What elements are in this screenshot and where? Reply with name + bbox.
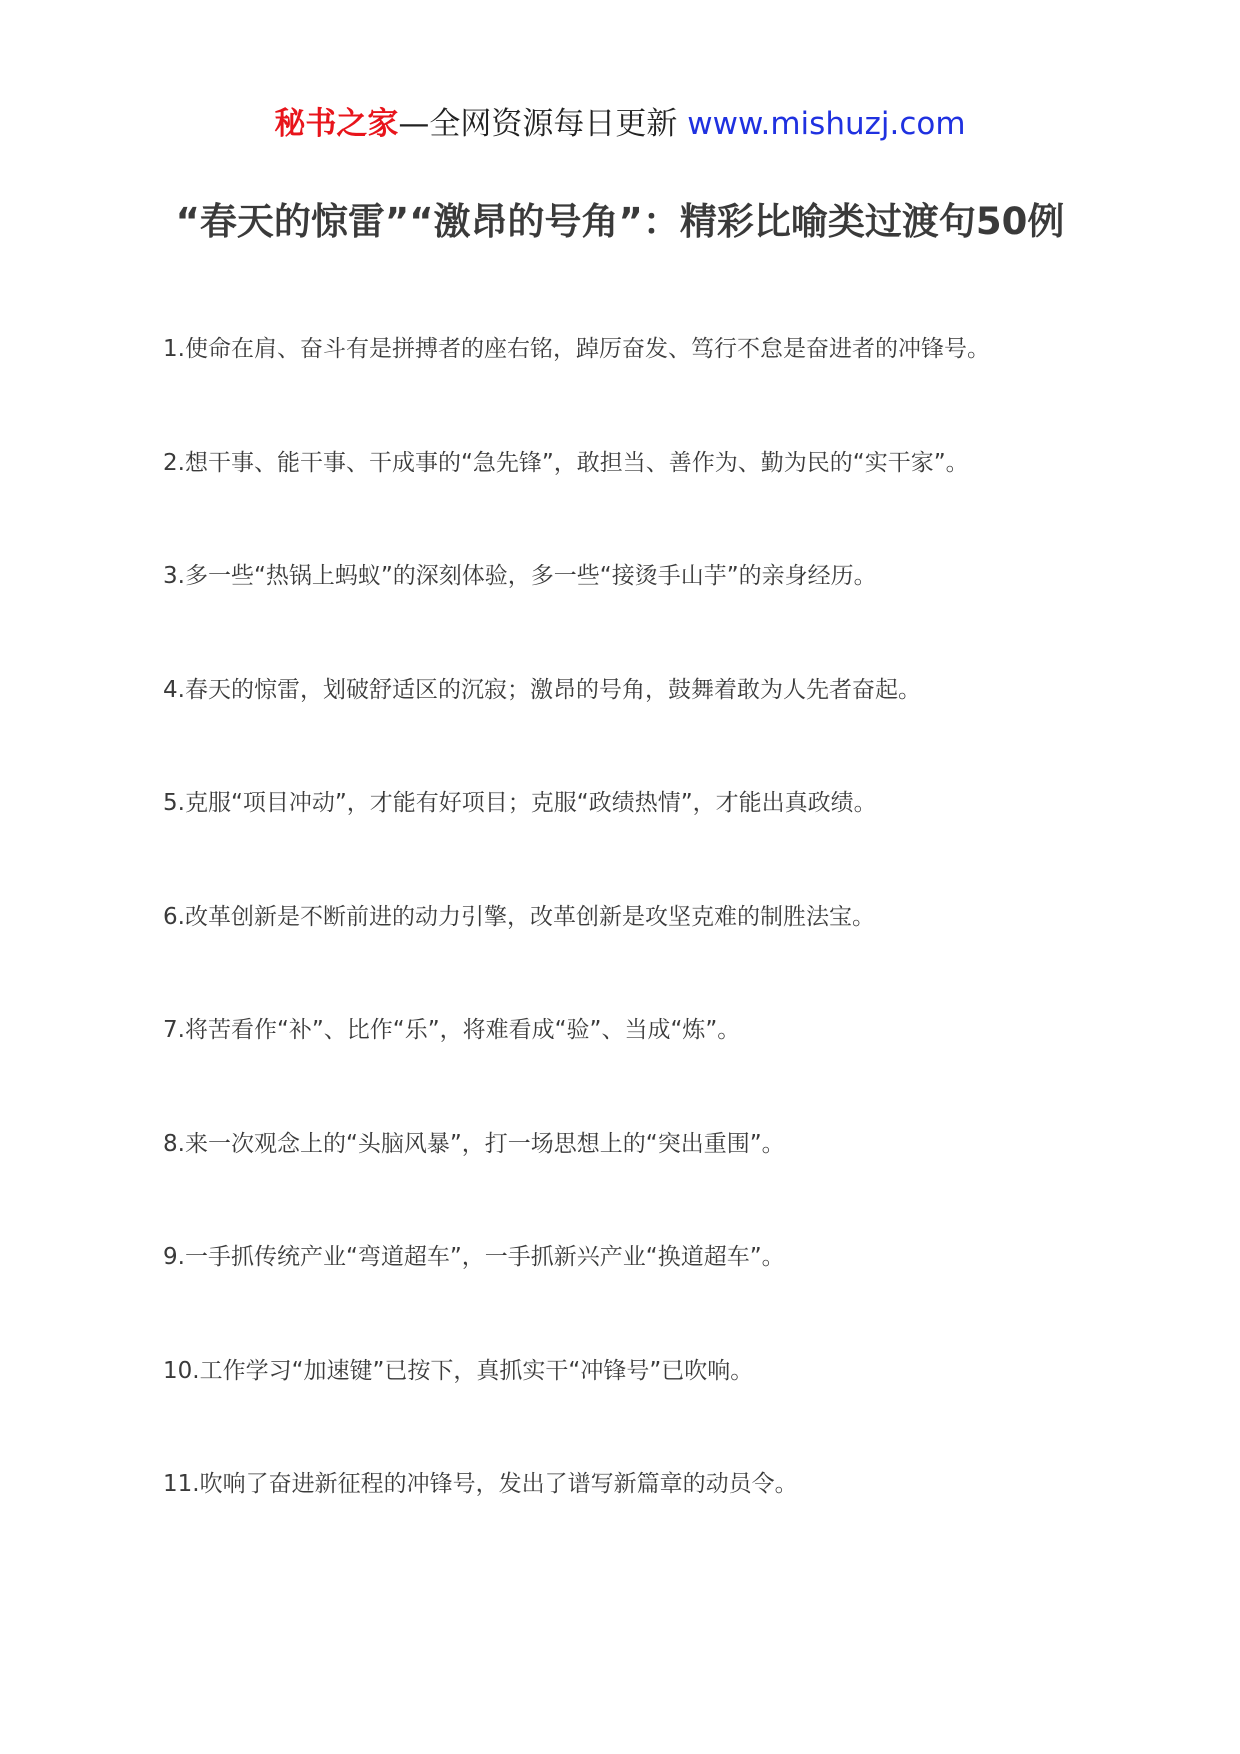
list-item: 9.一手抓传统产业“弯道超车”，一手抓新兴产业“换道超车”。	[163, 1244, 785, 1270]
list-item: 6.改革创新是不断前进的动力引擎，改革创新是攻坚克难的制胜法宝。	[163, 903, 875, 930]
site-header	[0, 104, 1240, 144]
list-item: 3.多一些“热锅上蚂蚁”的深刻体验，多一些“接烫手山芋”的亲身经历。	[163, 563, 877, 589]
site-brand: 秘书之家	[274, 106, 399, 142]
list-item: 5.克服“项目冲动”，才能有好项目；克服“政绩热情”，才能出真政绩。	[163, 790, 877, 816]
list-item: 10.工作学习“加速键”已按下，真抓实干“冲锋号”已吹响。	[163, 1357, 754, 1384]
document-title: “春天的惊雷”“激昂的号角”：精彩比喻类过渡句50例	[175, 200, 1065, 243]
list-item: 7.将苦看作“补”、比作“乐”，将难看成“验”、当成“炼”。	[163, 1017, 741, 1043]
list-item: 4.春天的惊雷，划破舒适区的沉寂；激昂的号角，鼓舞着敢为人先者奋起。	[163, 676, 921, 703]
site-url-link[interactable]: www.mishuzj.com	[687, 106, 966, 142]
sentence-list	[163, 330, 1123, 1579]
site-tagline: —全网资源每日更新	[398, 106, 688, 142]
list-item: 2.想干事、能干事、干成事的“急先锋”，敢担当、善作为、勤为民的“实干家”。	[163, 449, 969, 476]
list-item: 11.吹响了奋进新征程的冲锋号，发出了谱写新篇章的动员令。	[163, 1471, 798, 1497]
list-item: 8.来一次观念上的“头脑风暴”，打一场思想上的“突出重围”。	[163, 1130, 785, 1157]
list-item: 1.使命在肩、奋斗有是拼搏者的座右铭，踔厉奋发、笃行不怠是奋进者的冲锋号。	[163, 336, 990, 362]
